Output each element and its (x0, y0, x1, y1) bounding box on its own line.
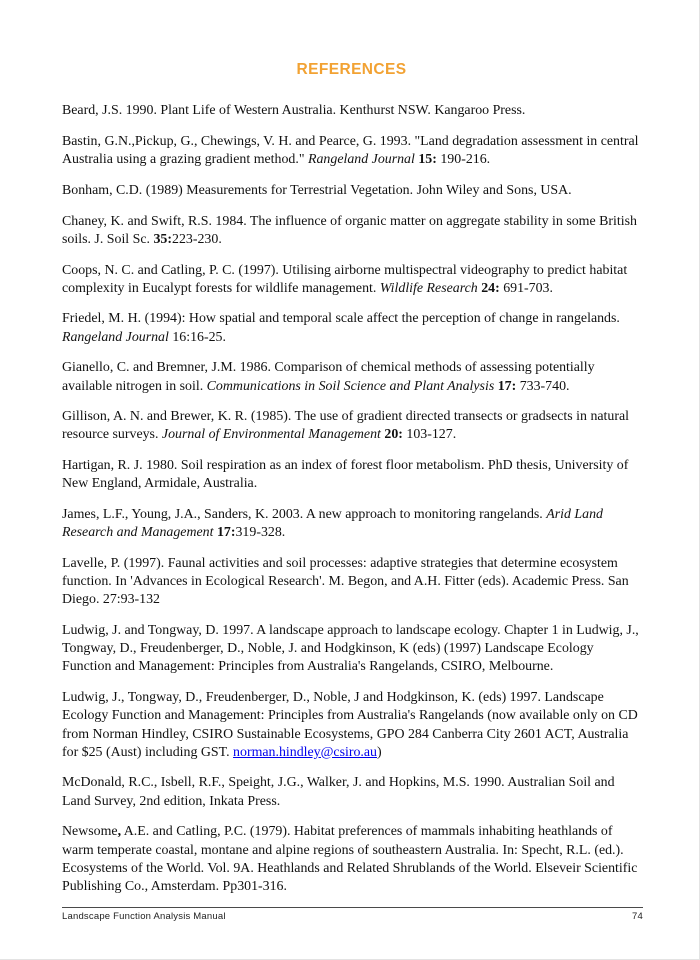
reference-text: 691-703. (499, 280, 553, 296)
reference-text: Ludwig, J. and Tongway, D. 1997. A landscape approach to landscape ecology. Chapter 1 in Ludwig, J., Tongway, D., Freudenberger, D., Noble, J. and Hodgkinson, K (eds) (1997) Landscape Ecology Function and Management: Principles from Australia's Rangelands, CSIRO, Melbourne. (62, 623, 639, 675)
reference-item (62, 262, 642, 298)
reference-text: Coops, N. C. and Catling, P. C. (1997). Utilising airborne multispectral videography to predict habitat complexity in Eucalypt forests for wildlife management. (62, 262, 628, 296)
reference-item (62, 457, 642, 493)
reference-text: Newsome (62, 824, 118, 840)
reference-text: Chaney, K. and Swift, R.S. 1984. The influence of organic matter on aggregate stability in some British soils. J. Soil Sc. (62, 213, 637, 247)
reference-text: Wildlife Research (379, 280, 478, 296)
reference-text: James, L.F., Young, J.A., Sanders, K. 2003. A new approach to monitoring rangelands. (62, 507, 547, 523)
reference-text: 15: (418, 152, 437, 168)
email-link[interactable]: norman.hindley@csiro.au (233, 744, 377, 760)
reference-text: Hartigan, R. J. 1980. Soil respiration as an index of forest floor metabolism. PhD thesis, University of New England, Armidale, Australia. (62, 458, 629, 492)
references-list (62, 102, 642, 896)
reference-text: 103-127. (402, 427, 457, 443)
reference-text: A.E. and Catling, P.C. (1979). Habitat preferences of mammals inhabiting heathlands of warm temperate coastal, montane and alpine regions of southeastern Australia. In: Specht, R.L. (ed.). Ecosystems of the World. Vol. 9A. Heathlands and Related Shrublands of the World. Elseveir Scientific Publishing Co., Amsterdam. Pp301-316. (62, 824, 638, 894)
reference-text: Beard, J.S. 1990. Plant Life of Western Australia. Kenthurst NSW. Kangaroo Press. (62, 103, 526, 119)
reference-text: ) (377, 744, 382, 760)
reference-text: Arid Land Research and Management (62, 507, 603, 541)
reference-text: 24: (481, 280, 500, 296)
reference-text: Rangeland Journal (308, 152, 415, 168)
reference-item (62, 622, 642, 677)
reference-text: 17: (497, 378, 517, 394)
reference-text: Lavelle, P. (1997). Faunal activities and soil processes: adaptive strategies that determine ecosystem function. In 'Advances in Ecological Research'. M. Begon, and A.H. Fitter (eds). Academic Press. San Diego. 27:93-132 (62, 555, 629, 608)
footer-manual-title: Landscape Function Analysis Manual (62, 910, 226, 922)
reference-text: 733-740. (516, 378, 570, 394)
reference-text: McDonald, R.C., Isbell, R.F., Speight, J.G., Walker, J. and Hopkins, M.S. 1990. Australian Soil and Land Survey, 2nd edition, Inkata Press. (62, 775, 615, 809)
reference-text: , (117, 824, 122, 840)
reference-item (62, 359, 642, 395)
reference-text: Ludwig, J., Tongway, D., Freudenberger, D., Noble, J and Hodgkinson, K. (eds) 1997. Landscape Ecology Function and Management: Principles from Australia's Rangelands (now available only on CD from Norman Hindley, CSIRO Sustainable Ecosystems, GPO 284 Canberra City 2601 ACT, Australia for $25 (Aust) including GST. (62, 690, 638, 760)
page-footer (62, 907, 643, 923)
reference-text: Gianello, C. and Bremner, J.M. 1986. Comparison of chemical methods of assessing potentially available nitrogen in soil. (62, 360, 595, 394)
reference-item (62, 310, 642, 346)
reference-text: Bonham, C.D. (1989) Measurements for Terrestrial Vegetation. John Wiley and Sons, USA. (62, 182, 572, 198)
reference-text: Gillison, A. N. and Brewer, K. R. (1985). The use of gradient directed transects or gradsects in natural resource surveys. (62, 409, 630, 443)
reference-text: Rangeland Journal (62, 329, 169, 345)
reference-item (62, 408, 642, 444)
reference-text: 190-216. (436, 152, 491, 168)
reference-text: 35: (153, 231, 173, 247)
reference-item (62, 774, 642, 810)
reference-item (62, 689, 642, 762)
reference-text: 16:16-25. (168, 329, 226, 345)
page-title: REFERENCES (296, 61, 407, 78)
reference-item (62, 506, 642, 542)
reference-text: Journal of Environmental Management (161, 427, 381, 443)
reference-item (62, 213, 642, 249)
reference-text: 20: (384, 427, 403, 443)
reference-item (62, 102, 642, 120)
reference-text: Bastin, G.N.,Pickup, G., Chewings, V. H. and Pearce, G. 1993. "Land degradation assessment in central Australia using a grazing gradient method." (62, 134, 639, 168)
reference-text: 17: (216, 525, 236, 541)
reference-item (62, 823, 642, 896)
reference-text: Friedel, M. H. (1994): How spatial and temporal scale affect the perception of change in rangelands. (62, 311, 620, 327)
reference-item (62, 133, 642, 169)
reference-item (62, 555, 642, 610)
page-number: 74 (632, 910, 643, 922)
reference-text: 223-230. (172, 231, 222, 247)
reference-text: 319-328. (235, 525, 286, 541)
reference-item (62, 182, 642, 200)
reference-text: Communications in Soil Science and Plant Analysis (206, 378, 495, 394)
